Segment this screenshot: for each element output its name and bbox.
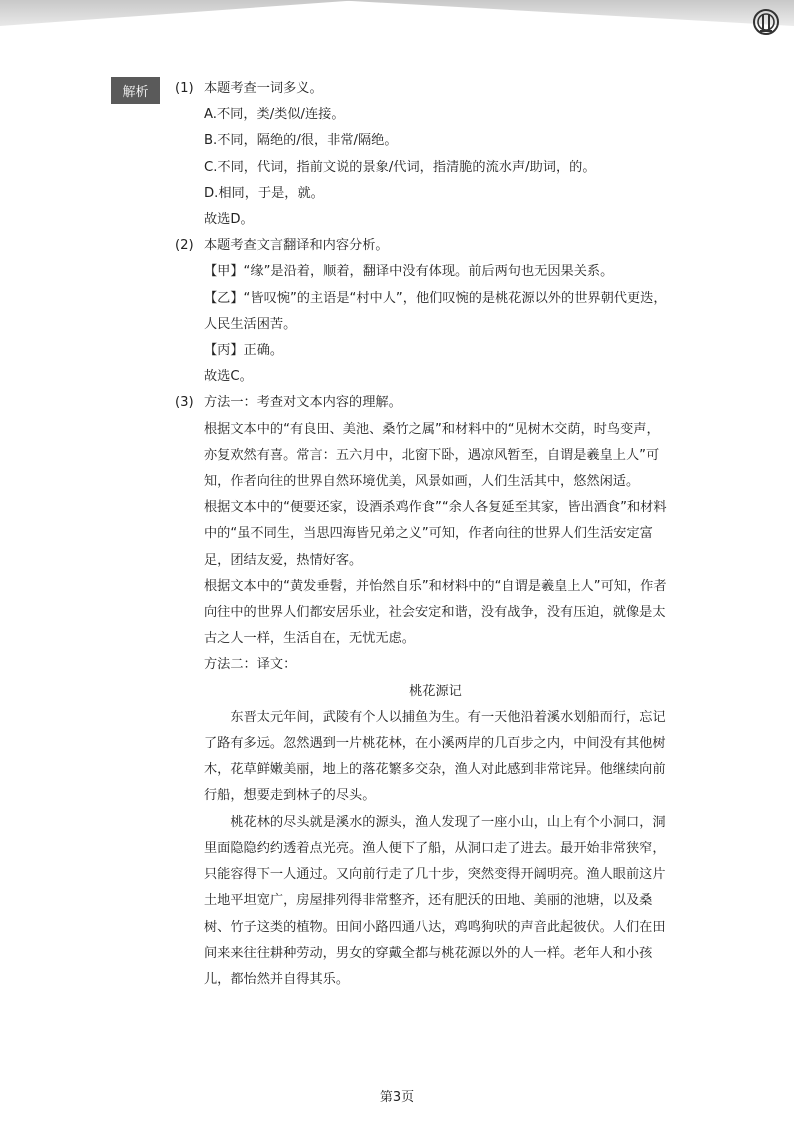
- answer-item-1: [175, 76, 667, 233]
- analysis-content: [175, 76, 667, 993]
- item-body: [204, 390, 667, 993]
- publisher-logo-icon: [752, 8, 780, 36]
- item-number: (2): [175, 238, 194, 254]
- text-line: A.不同，类/类似/连接。: [204, 107, 345, 123]
- answer-item-3: [175, 390, 667, 993]
- page-number: 第3页: [379, 1090, 415, 1105]
- item-number: (1): [175, 81, 194, 96]
- text-line: 本题考查文言翻译和内容分析。: [204, 238, 389, 254]
- translation-paragraph: 桃花林的尽头就是溪水的源头，渔人发现了一座小山，山上有个小洞口，洞里面隐隐约约透着点光亮。渔人便下了船，从洞口走了进去。最开始非常狭窄，只能容得下一人通过。又向前行走了几十步，突然变得开阔明亮。渔人眼前这片土地平坦宽广，房屋排列得非常整齐，还有肥沃的田地、美丽的池塘，以及桑树、竹子这类的植物。田间小路四通八达，鸡鸣狗吠的声音此起彼伏。人们在田间来来往往耕种劳动，男女的穿戴全都与桃花源以外的人一样。老年人和小孩儿，都怡然并自得其乐。: [204, 814, 666, 987]
- text-line: 方法一：考查对文本内容的理解。: [204, 395, 402, 411]
- translation-title: 桃花源记: [409, 683, 462, 699]
- text-line: 根据文本中的“黄发垂髫，并怡然自乐”和材料中的“自谓是羲皇上人”可知，作者向往中的世界人们都安居乐业，社会安定和谐，没有战争，没有压迫，就像是太古之人一样，生活自在，无忧无虑。: [204, 578, 667, 647]
- text-line: 【丙】正确。: [204, 343, 284, 359]
- item-body: [204, 233, 667, 390]
- text-line: 【乙】“皆叹惋”的主语是“村中人”，他们叹惋的是桃花源以外的世界朝代更迭，人民生活困苦。: [204, 290, 667, 332]
- text-line: 【甲】“缘”是沿着，顺着，翻译中没有体现。前后两句也无因果关系。: [204, 264, 614, 280]
- text-line: B.不同，隔绝的/很，非常/隔绝。: [204, 133, 398, 149]
- text-line: D.相同，于是，就。: [204, 185, 324, 201]
- text-line: C.不同，代词，指前文说的景象/代词，指清脆的流水声/助词，的。: [204, 159, 596, 175]
- header-decoration-left: [0, 0, 360, 26]
- text-line: 根据文本中的“便要还家，设酒杀鸡作食”“余人各复延至其家，皆出酒食”和材料中的“虽不同生，当思四海皆兄弟之义”可知，作者向往的世界人们生活安定富足，团结友爱，热情好客。: [204, 500, 667, 568]
- text-line: 本题考查一词多义。: [204, 81, 323, 96]
- analysis-badge: 解析: [111, 77, 160, 104]
- answer-item-2: [175, 233, 667, 390]
- text-line: 方法二：译文：: [204, 657, 297, 673]
- text-line: 根据文本中的“有良田、美池、桑竹之属”和材料中的“见树木交荫，时鸟变声，亦复欢然有喜。常言：五六月中，北窗下卧，遇凉风暂至，自谓是羲皇上人”可知，作者向往的世界自然环境优美，风景如画，人们生活其中，悠然闲适。: [204, 421, 660, 490]
- item-number: (3): [175, 395, 194, 411]
- item-body: [204, 76, 667, 233]
- translation-paragraph: 东晋太元年间，武陵有个人以捕鱼为生。有一天他沿着溪水划船而行，忘记了路有多远。忽然遇到一片桃花林，在小溪两岸的几百步之内，中间没有其他树木，花草鲜嫩美丽，地上的落花繁多交杂，渔人对此感到非常诧异。他继续向前行船，想要走到林子的尽头。: [204, 709, 666, 804]
- text-line: 故选D。: [204, 212, 254, 228]
- text-line: 故选C。: [204, 369, 253, 385]
- header-decoration-right: [334, 0, 794, 26]
